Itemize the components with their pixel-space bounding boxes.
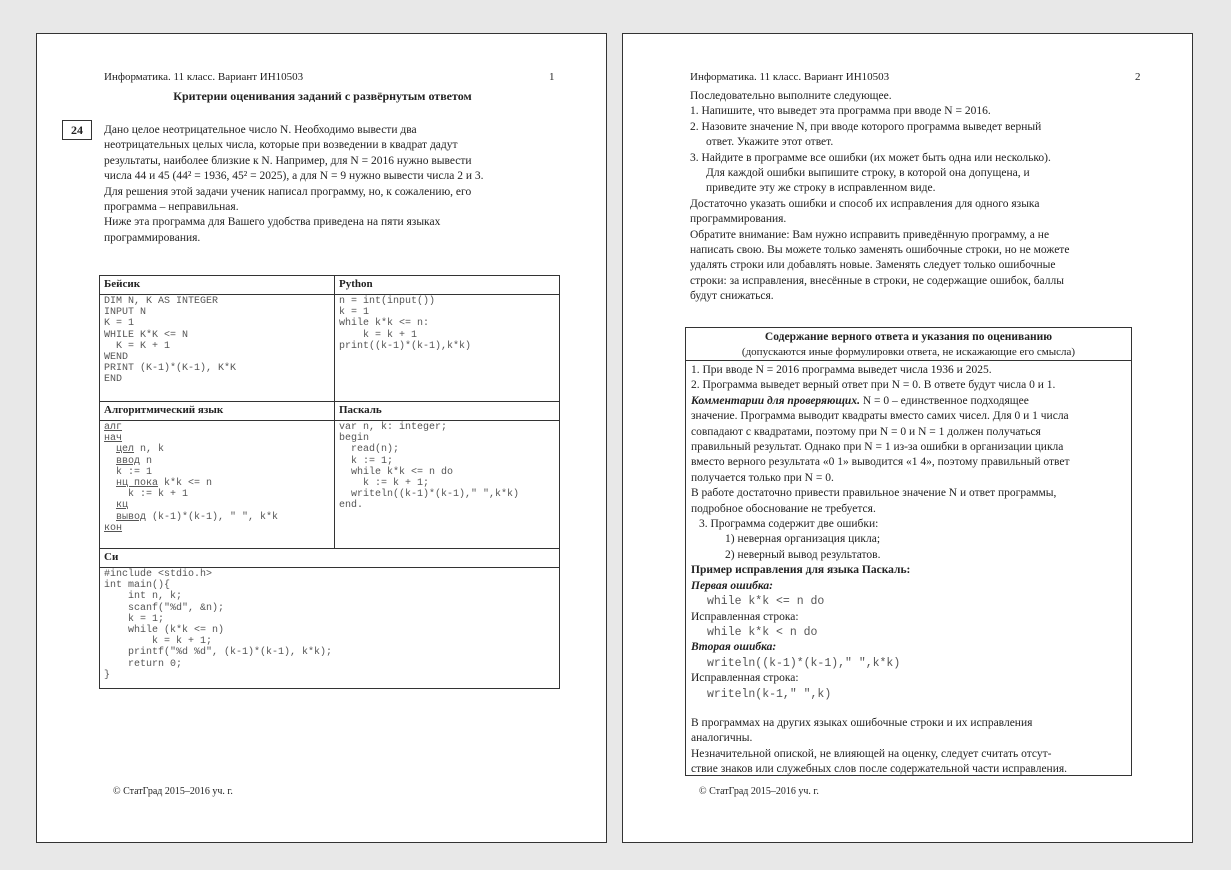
- fixed-code-2: writeln(k-1," ",k): [707, 687, 832, 701]
- intro-line: результаты, наиболее близкие к N. Например, для N = 2016 нужно вывести: [104, 154, 472, 167]
- note-text: В программах на других языках ошибочные строки и их исправления: [691, 716, 1033, 729]
- algo-code: [104, 422, 330, 534]
- intro-line: числа 44 и 45 (44² = 1936, 45² = 2025), а для N = 9 нужно вывести числа 2 и 3.: [104, 170, 484, 183]
- comment-text: подробное обоснование не требуется.: [691, 502, 876, 515]
- page-header: Информатика. 11 класс. Вариант ИН10503: [690, 71, 890, 83]
- python-code: n = int(input()) k = 1 while k*k <= n: k = k + 1 print((k-1)*(k-1),k*k): [339, 296, 472, 352]
- intro-line: Дано целое неотрицательное число N. Необходимо вывести два: [104, 124, 417, 136]
- algo-kw: кон: [104, 522, 123, 534]
- intro-line: Ниже эта программа для Вашего удобства приведена на пяти языках: [104, 216, 441, 229]
- instructions: [690, 89, 1140, 305]
- comment-text: совпадают с квадратами, поэтому при N = 0 и N = 1 должен получаться: [691, 425, 1041, 438]
- basic-header: Бейсик: [100, 276, 335, 295]
- first-error-code: while k*k <= n do: [707, 595, 825, 609]
- algo-kw: алг: [104, 422, 123, 433]
- box-divider: [686, 360, 1131, 361]
- instruction-line: приведите эту же строку в исправленном виде.: [706, 182, 936, 195]
- instruction-line: ответ. Укажите этот ответ.: [706, 136, 834, 149]
- note-text: Незначительной опиской, не влияющей на оценку, следует считать отсут-: [691, 747, 1052, 760]
- algo-text: n: [140, 455, 153, 467]
- instruction-line: строки: за исправления, внесённые в строки, не содержащие ошибок, баллы: [690, 274, 1064, 287]
- error-2-desc: 2) неверный вывод результатов.: [725, 548, 881, 561]
- instruction-line: Обратите внимание: Вам нужно исправить приведённую программу, а не: [690, 228, 1050, 241]
- page-footer: © СтатГрад 2015–2016 уч. г.: [699, 786, 819, 797]
- python-header: Python: [335, 276, 560, 295]
- intro-line: программа – неправильная.: [104, 201, 239, 214]
- answer-item-2: 2. Программа выведет верный ответ при N = 0. В ответе будут числа 0 и 1.: [691, 379, 1056, 392]
- instruction-line: 2. Назовите значение N, при вводе которого программа выведет верный: [690, 120, 1042, 133]
- answer-item-3: 3. Программа содержит две ошибки:: [699, 518, 879, 531]
- example-label: Пример исправления для языка Паскаль:: [691, 564, 911, 577]
- basic-code: DIM N, K AS INTEGER INPUT N K = 1 WHILE K*K <= N K = K + 1 WEND PRINT (K-1)*(K-1), K*K END: [104, 296, 237, 386]
- instruction-line: 1. Напишите, что выведет эта программа при вводе N = 2016.: [690, 105, 991, 118]
- algo-text: k*k <= n: [158, 478, 213, 490]
- instruction-line: Последовательно выполните следующее.: [690, 90, 892, 102]
- fixed-line-label: Исправленная строка:: [691, 672, 799, 685]
- intro-line: программирования.: [104, 231, 201, 244]
- page-footer: © СтатГрад 2015–2016 уч. г.: [113, 786, 233, 797]
- comment-text: правильный результат. Однако при N = 1 из-за ошибки в организации цикла: [691, 441, 1064, 454]
- page-title: Критерии оценивания заданий с развёрнутым ответом: [173, 89, 472, 103]
- second-error-code: writeln((k-1)*(k-1)," ",k*k): [707, 656, 901, 670]
- algo-kw: нц пока: [116, 478, 159, 490]
- algo-kw: вывод: [116, 511, 147, 523]
- answer-box-title: Содержание верного ответа и указания по оцениванию: [764, 331, 1053, 343]
- page-2: [622, 33, 1193, 843]
- answer-box: [685, 327, 1132, 776]
- c-code: #include <stdio.h> int main(){ int n, k; scanf("%d", &n); k = 1; while (k*k <= n) k = k + 1; printf("%d %d", (k-1)*(k-1), k*k); return 0; }: [104, 569, 333, 681]
- comment-text: вместо верного результата «0 1» выводится «1 4», поэтому правильный ответ: [691, 456, 1070, 469]
- algo-text: k := 1: [116, 466, 153, 478]
- c-header: Си: [100, 549, 560, 568]
- comment-text: В работе достаточно привести правильное значение N и ответ программы,: [691, 487, 1057, 500]
- algo-header: Алгоритмический язык: [100, 402, 335, 421]
- instruction-line: программирования.: [690, 213, 787, 226]
- pascal-header: Паскаль: [335, 402, 560, 421]
- algo-text: (k-1)*(k-1), " ", k*k: [146, 511, 279, 523]
- answer-box-subtitle: (допускаются иные формулировки ответа, не искажающие его смысла): [741, 346, 1076, 358]
- second-error-label: Вторая ошибка:: [691, 641, 777, 654]
- task-intro: [104, 123, 553, 246]
- page-number: 2: [1135, 71, 1141, 83]
- task-number-box: 24: [62, 120, 92, 140]
- page-header: Информатика. 11 класс. Вариант ИН10503: [104, 71, 304, 83]
- algo-text: n, k: [134, 444, 165, 456]
- comment-text: N = 0 – единственное подходящее: [859, 394, 1029, 407]
- note-text: ствие знаков или служебных слов после содержательной части исправления.: [691, 763, 1068, 776]
- code-table: [99, 275, 560, 689]
- answer-item-1: 1. При вводе N = 2016 программа выведет числа 1936 и 2025.: [691, 364, 992, 376]
- intro-line: неотрицательных целых числа, которые при возведении в квадрат дадут: [104, 139, 458, 152]
- error-1-desc: 1) неверная организация цикла;: [725, 533, 881, 546]
- comment-text: значение. Программа выводит квадраты вместо самих чисел. Для 0 и 1 числа: [691, 410, 1069, 423]
- algo-kw: цел: [116, 444, 135, 456]
- fixed-line-label: Исправленная строка:: [691, 610, 799, 623]
- comment-text: получается только при N = 0.: [691, 471, 834, 484]
- algo-kw: ввод: [116, 455, 141, 467]
- note-text: аналогичны.: [691, 732, 753, 745]
- pascal-code: var n, k: integer; begin read(n); k := 1; while k*k <= n do k := k + 1; writeln((k-1)*(k-1)," ",k*k) end.: [339, 422, 520, 512]
- algo-text: k := k + 1: [128, 489, 189, 501]
- fixed-code-1: while k*k < n do: [707, 625, 818, 639]
- instruction-line: удалять строки или добавлять новые. Заменять следует только ошибочные: [690, 259, 1056, 272]
- page-number: 1: [549, 71, 555, 83]
- instruction-line: Достаточно указать ошибки и способ их исправления для одного языка: [690, 197, 1040, 210]
- comment-line: [691, 394, 1128, 409]
- comment-label: Комментарии для проверяющих.: [691, 394, 860, 407]
- algo-kw: кц: [116, 500, 129, 512]
- answer-content: [691, 363, 1128, 778]
- intro-line: Для решения этой задачи ученик написал программу, но, к сожалению, его: [104, 185, 472, 198]
- instruction-line: Для каждой ошибки выпишите строку, в которой она допущена, и: [706, 167, 1030, 180]
- instruction-line: будут снижаться.: [690, 290, 774, 303]
- algo-kw: нач: [104, 433, 123, 445]
- instruction-line: написать свою. Вы можете только заменять ошибочные строки, но не можете: [690, 244, 1070, 257]
- first-error-label: Первая ошибка:: [691, 579, 773, 592]
- page-1: [36, 33, 607, 843]
- instruction-line: 3. Найдите в программе все ошибки (их может быть одна или несколько).: [690, 151, 1051, 164]
